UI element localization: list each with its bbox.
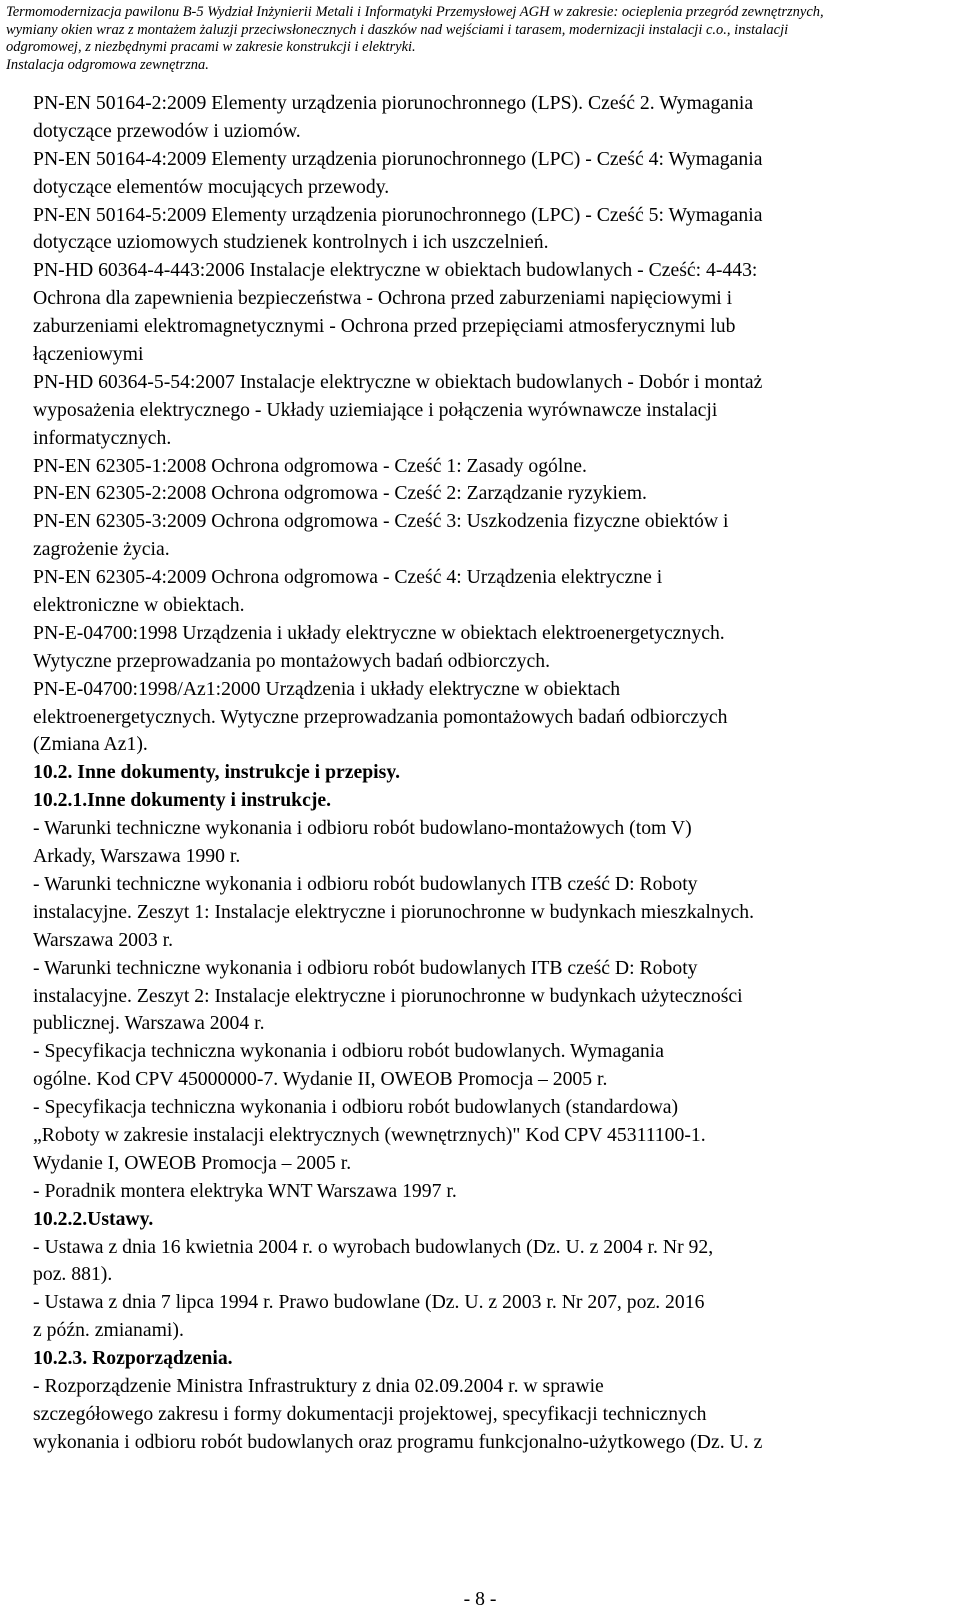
text-line: poz. 881). [33, 1263, 113, 1286]
text-line: - Warunki techniczne wykonania i odbioru robót budowlanych ITB cześć D: Roboty [33, 956, 698, 979]
text-line: dotyczące przewodów i uziomów. [33, 119, 301, 142]
section-heading: 10.2.1.Inne dokumenty i instrukcje. [33, 789, 332, 812]
section-heading: 10.2. Inne dokumenty, instrukcje i przepisy. [33, 761, 400, 784]
header-line: odgromowej, z niezbędnymi pracami w zakresie konstrukcji i elektryki. [6, 39, 416, 56]
text-line: PN-EN 50164-4:2009 Elementy urządzenia piorunochronnego (LPC) - Cześć 4: Wymagania [33, 147, 763, 170]
text-line: PN-EN 62305-4:2009 Ochrona odgromowa - Cześć 4: Urządzenia elektryczne i [33, 566, 663, 589]
text-line: instalacyjne. Zeszyt 1: Instalacje elektryczne i piorunochronne w budynkach mieszkalnych. [33, 900, 755, 923]
text-line: instalacyjne. Zeszyt 2: Instalacje elektryczne i piorunochronne w budynkach użyteczności [33, 984, 743, 1007]
header-line: Termomodernizacja pawilonu B-5 Wydział Inżynierii Metali i Informatyki Przemysłowej AGH w zakresie: ocieplenia przegród zewnętrznych, [6, 4, 824, 20]
text-line: PN-E-04700:1998 Urządzenia i układy elektryczne w obiektach elektroenergetycznych. [33, 621, 725, 644]
running-header [6, 4, 954, 74]
text-line: PN-EN 62305-1:2008 Ochrona odgromowa - Cześć 1: Zasady ogólne. [33, 454, 587, 477]
header-line: wymiany okien wraz z montażem żaluzji przeciwsłonecznych i daszków nad wejściami i tarasem, modernizacji instalacji c.o., instalacji [6, 21, 789, 38]
text-line: Warszawa 2003 r. [33, 928, 174, 951]
text-line: ogólne. Kod CPV 45000000-7. Wydanie II, OWEOB Promocja – 2005 r. [33, 1068, 608, 1091]
text-line: szczegółowego zakresu i formy dokumentacji projektowej, specyfikacji technicznych [33, 1402, 707, 1425]
header-line: Instalacja odgromowa zewnętrzna. [6, 56, 209, 73]
text-line: wykonania i odbioru robót budowlanych oraz programu funkcjonalno-użytkowego (Dz. U. z [33, 1430, 763, 1453]
document-body [33, 90, 948, 1457]
text-line: wyposażenia elektrycznego - Układy uziemiające i połączenia wyrównawcze instalacji [33, 398, 718, 421]
text-line: elektroniczne w obiektach. [33, 594, 245, 617]
text-line: - Poradnik montera elektryka WNT Warszawa 1997 r. [33, 1179, 457, 1202]
text-line: (Zmiana Az1). [33, 733, 148, 756]
text-line: z późn. zmianami). [33, 1319, 184, 1342]
text-line: - Warunki techniczne wykonania i odbioru robót budowlanych ITB cześć D: Roboty [33, 872, 698, 895]
text-line: informatycznych. [33, 426, 172, 449]
text-line: elektroenergetycznych. Wytyczne przeprowadzania pomontażowych badań odbiorczych [33, 705, 728, 728]
text-line: Ochrona dla zapewnienia bezpieczeństwa - Ochrona przed zaburzeniami napięciowymi i [33, 287, 733, 310]
text-line: PN-E-04700:1998/Az1:2000 Urządzenia i układy elektryczne w obiektach [33, 677, 621, 700]
text-line: - Ustawa z dnia 16 kwietnia 2004 r. o wyrobach budowlanych (Dz. U. z 2004 r. Nr 92, [33, 1235, 714, 1258]
text-line: PN-EN 50164-5:2009 Elementy urządzenia piorunochronnego (LPC) - Cześć 5: Wymagania [33, 203, 763, 226]
text-line: PN-HD 60364-4-443:2006 Instalacje elektryczne w obiektach budowlanych - Cześć: 4-443: [33, 259, 758, 282]
text-line: Wydanie I, OWEOB Promocja – 2005 r. [33, 1151, 352, 1174]
section-heading: 10.2.3. Rozporządzenia. [33, 1347, 233, 1370]
text-line: publicznej. Warszawa 2004 r. [33, 1012, 265, 1035]
text-line: - Warunki techniczne wykonania i odbioru robót budowlano-montażowych (tom V) [33, 817, 692, 840]
text-line: Arkady, Warszawa 1990 r. [33, 845, 241, 868]
text-line: Wytyczne przeprowadzania po montażowych badań odbiorczych. [33, 649, 551, 672]
text-line: zaburzeniami elektromagnetycznymi - Ochrona przed przepięciami atmosferycznymi lub [33, 315, 736, 338]
text-line: - Ustawa z dnia 7 lipca 1994 r. Prawo budowlane (Dz. U. z 2003 r. Nr 207, poz. 2016 [33, 1291, 705, 1314]
text-line: - Specyfikacja techniczna wykonania i odbioru robót budowlanych. Wymagania [33, 1040, 664, 1063]
text-line: dotyczące elementów mocujących przewody. [33, 175, 390, 198]
text-line: PN-HD 60364-5-54:2007 Instalacje elektryczne w obiektach budowlanych - Dobór i montaż [33, 370, 763, 393]
text-line: zagrożenie życia. [33, 538, 170, 561]
text-line: „Roboty w zakresie instalacji elektrycznych (wewnętrznych)" Kod CPV 45311100-1. [33, 1123, 706, 1146]
text-line: PN-EN 50164-2:2009 Elementy urządzenia piorunochronnego (LPS). Cześć 2. Wymagania [33, 92, 754, 114]
text-line: - Specyfikacja techniczna wykonania i odbioru robót budowlanych (standardowa) [33, 1096, 679, 1119]
text-line: łączeniowymi [33, 343, 144, 366]
page-number: - 8 - [463, 1588, 497, 1610]
text-line: PN-EN 62305-3:2009 Ochrona odgromowa - Cześć 3: Uszkodzenia fizyczne obiektów i [33, 510, 729, 533]
text-line: - Rozporządzenie Ministra Infrastruktury z dnia 02.09.2004 r. w sprawie [33, 1374, 604, 1397]
text-line: PN-EN 62305-2:2008 Ochrona odgromowa - Cześć 2: Zarządzanie ryzykiem. [33, 482, 647, 505]
text-line: dotyczące uziomowych studzienek kontrolnych i ich uszczelnień. [33, 231, 549, 254]
section-heading: 10.2.2.Ustawy. [33, 1207, 154, 1230]
